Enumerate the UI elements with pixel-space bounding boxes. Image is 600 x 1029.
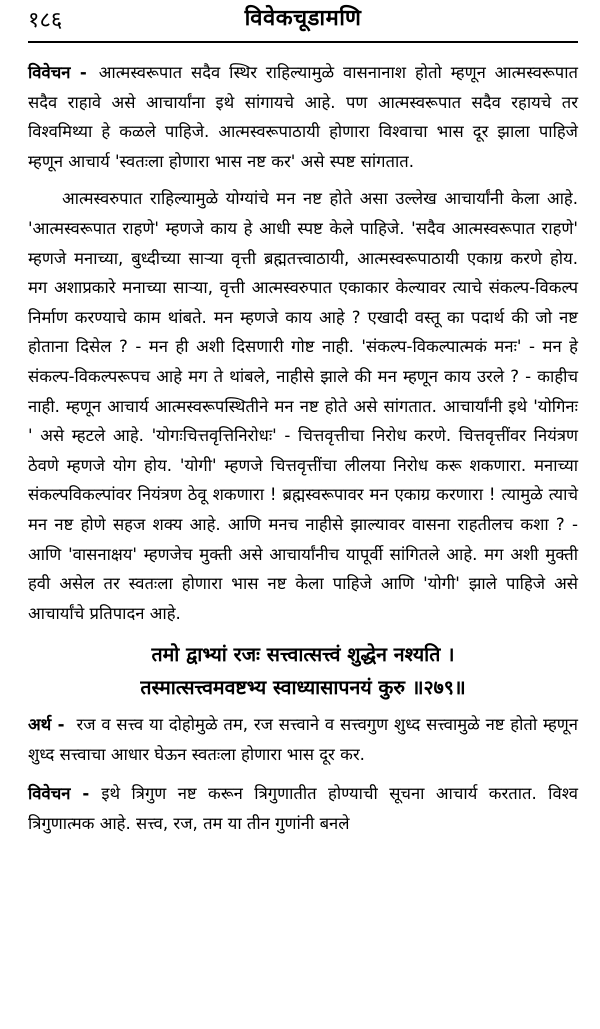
meaning-paragraph [28, 710, 578, 769]
commentary-paragraph-1 [28, 58, 578, 176]
commentary-label-2: विवेचन - [28, 784, 90, 804]
verse-line-2: तस्मात्सत्त्वमवष्टभ्य स्वाध्यासापनयं कुरु ॥२७९॥ [140, 676, 466, 700]
commentary-paragraph-4 [28, 779, 578, 838]
header-rule [28, 41, 578, 43]
commentary-label: विवेचन - [28, 63, 87, 82]
meaning-label: अर्थ - [28, 715, 65, 735]
running-title: विवेकचूडामणि [244, 6, 362, 31]
page-header [28, 0, 578, 44]
commentary-text-1: आत्मस्वरूपात सदैव स्थिर राहिल्यामुळे वासनानाश होतो म्हणून आत्मस्वरूपात सदैव राहावे असे आचार्यांना इथे सांगायचे आहे. पण आत्मस्वरूपात सदैव रहायचे तर विश्वमिथ्या हे कळले पाहिजे. आत्मस्वरूपाठायी होणारा विश्वाचा भास दूर झाला पाहिजे म्हणून आचार्य 'स्वतःला होणारा भास नष्ट कर' असे स्पष्ट सांगतात. [28, 63, 578, 171]
sanskrit-verse [28, 638, 578, 704]
commentary-text-4: इथे त्रिगुण नष्ट करून त्रिगुणातीत होण्याची सूचना आचार्य करतात. विश्व त्रिगुणात्मक आहे. सत्त्व, रज, तम या तीन गुणांनी बनले [28, 784, 578, 834]
commentary-paragraph-2: आत्मस्वरुपात राहिल्यामुळे योग्यांचे मन नष्ट होते असा उल्लेख आचार्यांनी केला आहे. 'आत्मस्वरूपात राहणे' म्हणजे काय हे आधी स्पष्ट केले पाहिजे. 'सदैव आत्मस्वरूपात राहणे' म्हणजे मनाच्या, बुध्दीच्या साऱ्या वृत्ती ब्रह्मतत्त्वाठायी, आत्मस्वरूपाठायी एकाग्र करणे होय. मग अशाप्रकारे मनाच्या साऱ्या, वृत्ती आत्मस्वरुपात एकाकार केल्यावर त्याचे संकल्प-विकल्प निर्माण करण्याचे काम थांबते. मन म्हणजे काय आहे ? एखादी वस्तू का पदार्थ की जो नष्ट होताना दिसेल ? - मन ही अशी दिसणारी गोष्ट नाही. 'संकल्प-विकल्पात्मकं मनः' - मन हे संकल्प-विकल्परूपच आहे मग ते थांबले, नाहीसे झाले की मन म्हणून काय उरले ? - काहीच नाही. म्हणून आचार्य आत्मस्वरूपस्थितीने मन नष्ट होते असे सांगतात. आचार्यांनी इथे 'योगिनः ' असे म्हटले आहे. 'योगःचित्तवृत्तिनिरोधः' - चित्तवृत्तीचा निरोध करणे. चित्तवृत्तींवर नियंत्रण ठेवणे म्हणजे योग होय. 'योगी' म्हणजे चित्तवृत्तींचा लीलया निरोध करू शकणारा. मनाच्या संकल्पविकल्पांवर नियंत्रण ठेवू शकणारा ! ब्रह्मस्वरूपावर मन एकाग्र करणारा ! त्यामुळे त्याचे मन नष्ट होणे सहज शक्य आहे. आणि मनच नाहीसे झाल्यावर वासना राहतीलच कशा ? - आणि 'वासनाक्षय' म्हणजेच मुक्ती असे आचार्यांनीच यापूर्वी सांगितले आहे. मग अशी मुक्ती हवी असेल तर स्वतःला होणारा भास नष्ट केला पाहिजे आणि 'योगी' झाले पाहिजे असे आचार्यांचे प्रतिपादन आहे. [28, 189, 578, 623]
page-number: १८६ [28, 8, 63, 33]
meaning-text: रज व सत्त्व या दोहोमुळे तम, रज सत्त्वाने व सत्त्वगुण शुध्द सत्त्वामुळे नष्ट होतो म्हणून शुध्द सत्त्वाचा आधार घेऊन स्वतःला होणारा भास दूर कर. [28, 715, 578, 764]
verse-line-1: तमो द्वाभ्यां रजः सत्त्वात्सत्त्वं शुद्धेन नश्यति । [151, 643, 455, 667]
